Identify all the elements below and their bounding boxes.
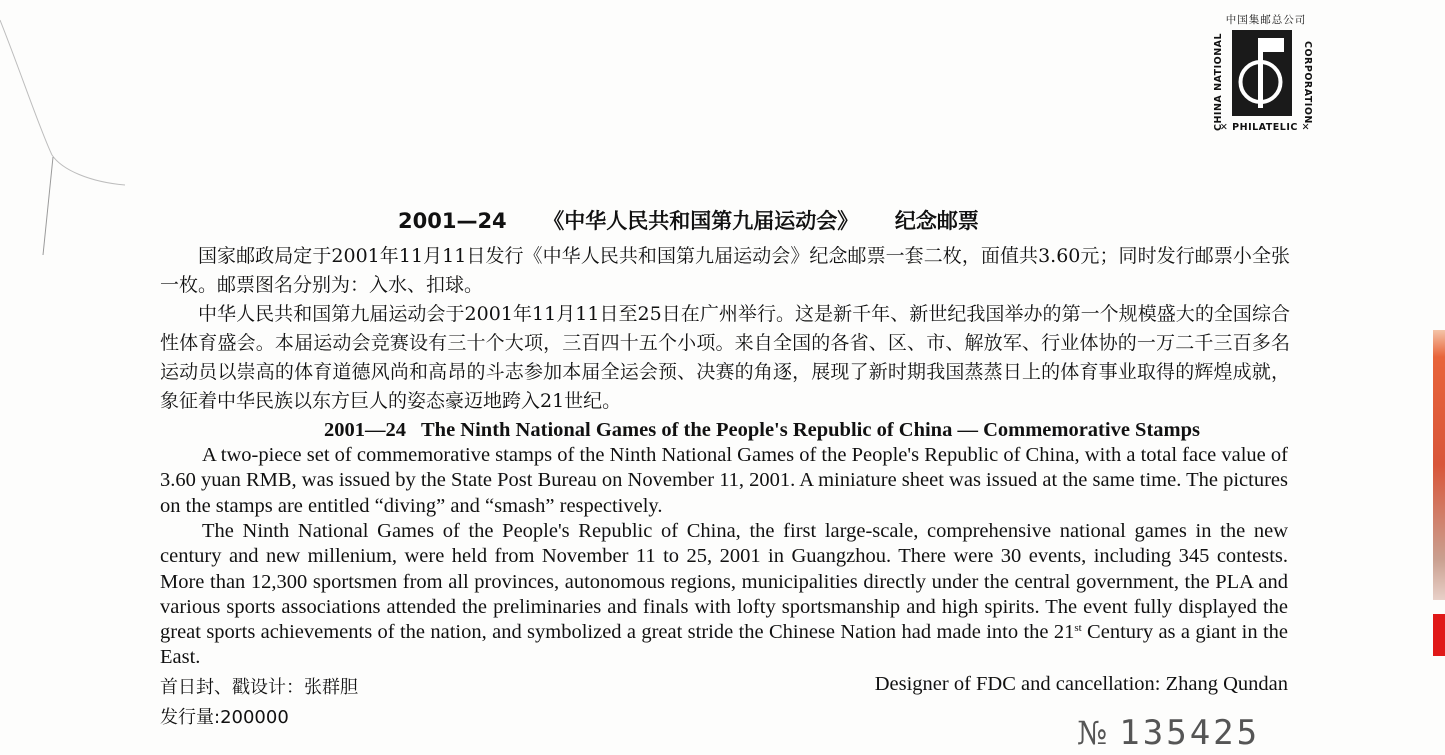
chinese-paragraph-2: 中华人民共和国第九届运动会于2001年11月11日至25日在广州举行。这是新千年、新世纪我国举办的第一个规模盛大的全国综合性体育盛会。本届运动会竞赛设有三十个大项，三百四十五个小项。来自全国的各省、区、市、解放军、行业体协的一万二千三百多名运动员以崇高的体育道德风尚和高昂的斗志参加本届全运会预、决赛的角逐，展现了新时期我国蒸蒸日上的体育事业取得的辉煌成就，象征着中华民族以东方巨人的姿态豪迈地跨入21世纪。 bbox=[160, 303, 1290, 412]
china-national-philatelic-corporation-logo bbox=[1212, 12, 1318, 140]
chinese-title-number: 2001—24 bbox=[398, 209, 507, 233]
logo-chinese-name: 中国集邮总公司 bbox=[1225, 14, 1307, 26]
chinese-title-type: 纪念邮票 bbox=[894, 209, 979, 233]
chinese-paragraph-1: 国家邮政局定于2001年11月11日发行《中华人民共和国第九届运动会》纪念邮票一套二枚，面值共3.60元；同时发行邮票小全张一枚。邮票图名分别为：入水、扣球。 bbox=[160, 245, 1290, 296]
english-title: 2001—24 The Ninth National Games of the People's Republic of China — Commemorative Stamps bbox=[324, 419, 1200, 441]
english-paragraph-1-text: A two-piece set of commemorative stamps of the Ninth National Games of the People's Republic of China, with a total face value of 3.60 yuan RMB, was issued by the State Post Bureau on November 11, 2001. A miniature sheet was issued at the same time. The pictures on the stamps are entitled “diving” and “smash” respectively. bbox=[160, 444, 1288, 517]
numero-sign: № bbox=[1077, 714, 1108, 752]
english-paragraph-2 bbox=[160, 519, 1288, 671]
serial-number: 135425 bbox=[1119, 713, 1261, 753]
logo-right-text: CORPORATION bbox=[1302, 40, 1313, 124]
designer-credit-english: Designer of FDC and cancellation: Zhang Qundan bbox=[874, 673, 1288, 695]
english-paragraph-2-end: Century as a giant in the East. bbox=[160, 621, 1289, 669]
english-paragraph-2-text: The Ninth National Games of the People's Republic of China, the first large-scale, comprehensive national games in the new century and new millenium, were held from November 11 to 25, 2001 in Guangzhou. There were 30 events, including 345 contests. More than 12,300 sportsmen from all provinces, autonomous regions, municipalities directly under the central government, the PLA and various sports associations attended the preliminaries and finals with lofty sportsmanship and high spirits. The event fully displayed the great sports achievements of the nation, and symbolized a great stride the Chinese Nation had made into the 21 bbox=[160, 520, 1288, 644]
chinese-title bbox=[398, 205, 1098, 235]
chinese-title-name: 《中华人民共和国第九届运动会》 bbox=[543, 209, 859, 233]
logo-bottom-text: ✕ PHILATELIC ✕ bbox=[1219, 122, 1311, 133]
serial-number-stamp bbox=[1077, 713, 1260, 753]
ordinal-suffix: st bbox=[1074, 622, 1082, 635]
designer-credit-chinese: 首日封、戳设计：张群胆 bbox=[160, 677, 358, 698]
english-paragraph-1 bbox=[160, 443, 1288, 519]
envelope-flap-edge bbox=[0, 0, 200, 260]
logo-emblem bbox=[1232, 30, 1292, 116]
logo-left-text: CHINA NATIONAL bbox=[1213, 32, 1224, 132]
issue-quantity: 发行量:200000 bbox=[160, 707, 289, 728]
stamp-edge-strip bbox=[1427, 330, 1445, 700]
philatelic-emblem-icon bbox=[1232, 30, 1292, 116]
